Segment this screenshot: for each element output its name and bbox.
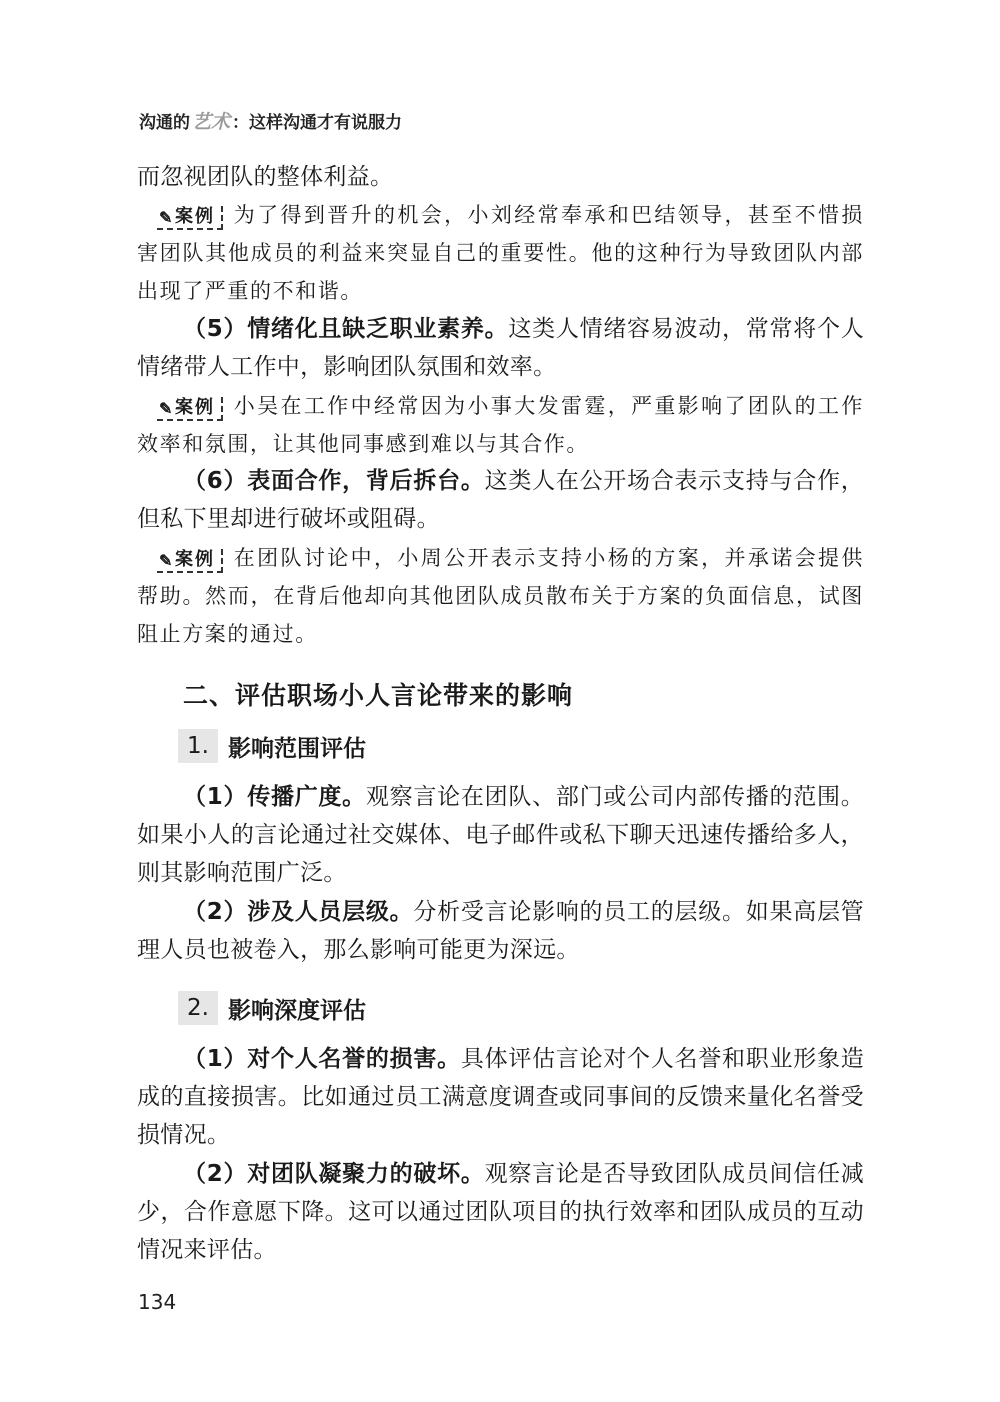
paragraph-5: [137, 310, 864, 386]
case-tag: [157, 397, 223, 421]
header-title-part2: ：这样沟通才有说服力: [232, 113, 403, 133]
subsection-number: 2.: [178, 991, 218, 1025]
paragraph-depth-1: [137, 1040, 864, 1154]
paragraph-text: 具体评估言论对个人名誉和职业形象造成的直接损害。比如通过员工满意度调查或同事间的反馈来量化名誉受损情况。: [137, 1046, 864, 1148]
header-title-part1: 沟通的: [139, 113, 190, 133]
case-label: 案例: [175, 397, 215, 418]
section-heading: 二、评估职场小人言论带来的影响: [183, 681, 574, 710]
case-label: 案例: [175, 206, 215, 227]
paragraph-text: 观察言论是否导致团队成员间信任减少，合作意愿下降。这可以通过团队项目的执行效率和团队成员的互动情况来评估。: [137, 1161, 864, 1263]
case-label: 案例: [175, 549, 215, 570]
page-number: 134: [138, 1290, 177, 1314]
case-text: 为了得到晋升的机会，小刘经常奉承和巴结领导，甚至不惜损害团队其他成员的利益来突显自己的重要性。他的这种行为导致团队内部出现了严重的不和谐。: [137, 203, 864, 303]
case-block-3: [137, 539, 864, 653]
header-art-logo: 艺术: [192, 111, 231, 133]
case-tag: [157, 206, 223, 230]
subsection-heading-1: [178, 729, 366, 763]
subsection-title: 影响范围评估: [228, 735, 366, 762]
case-text: 小吴在工作中经常因为小事大发雷霆，严重影响了团队的工作效率和氛围，让其他同事感到难以与其合作。: [137, 394, 864, 456]
running-header: [139, 107, 402, 134]
paragraph-text: 分析受言论影响的员工的层级。如果高层管理人员也被卷入，那么影响可能更为深远。: [137, 899, 864, 963]
paragraph-6: [137, 462, 864, 538]
case-tag: [157, 549, 223, 573]
case-block-1: [137, 196, 864, 310]
paragraph-text: 这类人情绪容易波动，常常将个人情绪带人工作中，影响团队氛围和效率。: [137, 316, 864, 380]
pen-icon: ✎: [159, 208, 173, 227]
pen-icon: ✎: [159, 551, 173, 570]
paragraph-depth-2: [137, 1155, 864, 1269]
paragraph-heading: （1）传播广度。: [183, 784, 366, 810]
paragraph-heading: （2）对团队凝聚力的破坏。: [183, 1161, 485, 1187]
paragraph-heading: （1）对个人名誉的损害。: [183, 1046, 461, 1072]
subsection-number: 1.: [178, 729, 218, 763]
paragraph-text: 这类人在公开场合表示支持与合作，但私下里却进行破坏或阻碍。: [137, 468, 864, 532]
intro-paragraph: 而忽视团队的整体利益。: [137, 164, 394, 190]
case-text: 在团队讨论中，小周公开表示支持小杨的方案，并承诺会提供帮助。然而，在背后他却向其他团队成员散布关于方案的负面信息，试图阻止方案的通过。: [137, 546, 864, 646]
subsection-title: 影响深度评估: [228, 997, 366, 1024]
paragraph-heading: （2）涉及人员层级。: [183, 899, 414, 925]
paragraph-range-2: [137, 893, 864, 969]
paragraph-heading: （5）情绪化且缺乏职业素养。: [183, 316, 509, 342]
pen-icon: ✎: [159, 399, 173, 418]
paragraph-text: 观察言论在团队、部门或公司内部传播的范围。如果小人的言论通过社交媒体、电子邮件或私下聊天迅速传播给多人，则其影响范围广泛。: [137, 784, 864, 886]
paragraph-heading: （6）表面合作，背后拆台。: [183, 468, 485, 494]
subsection-heading-2: [178, 991, 366, 1025]
case-block-2: [137, 387, 864, 463]
paragraph-range-1: [137, 778, 864, 892]
